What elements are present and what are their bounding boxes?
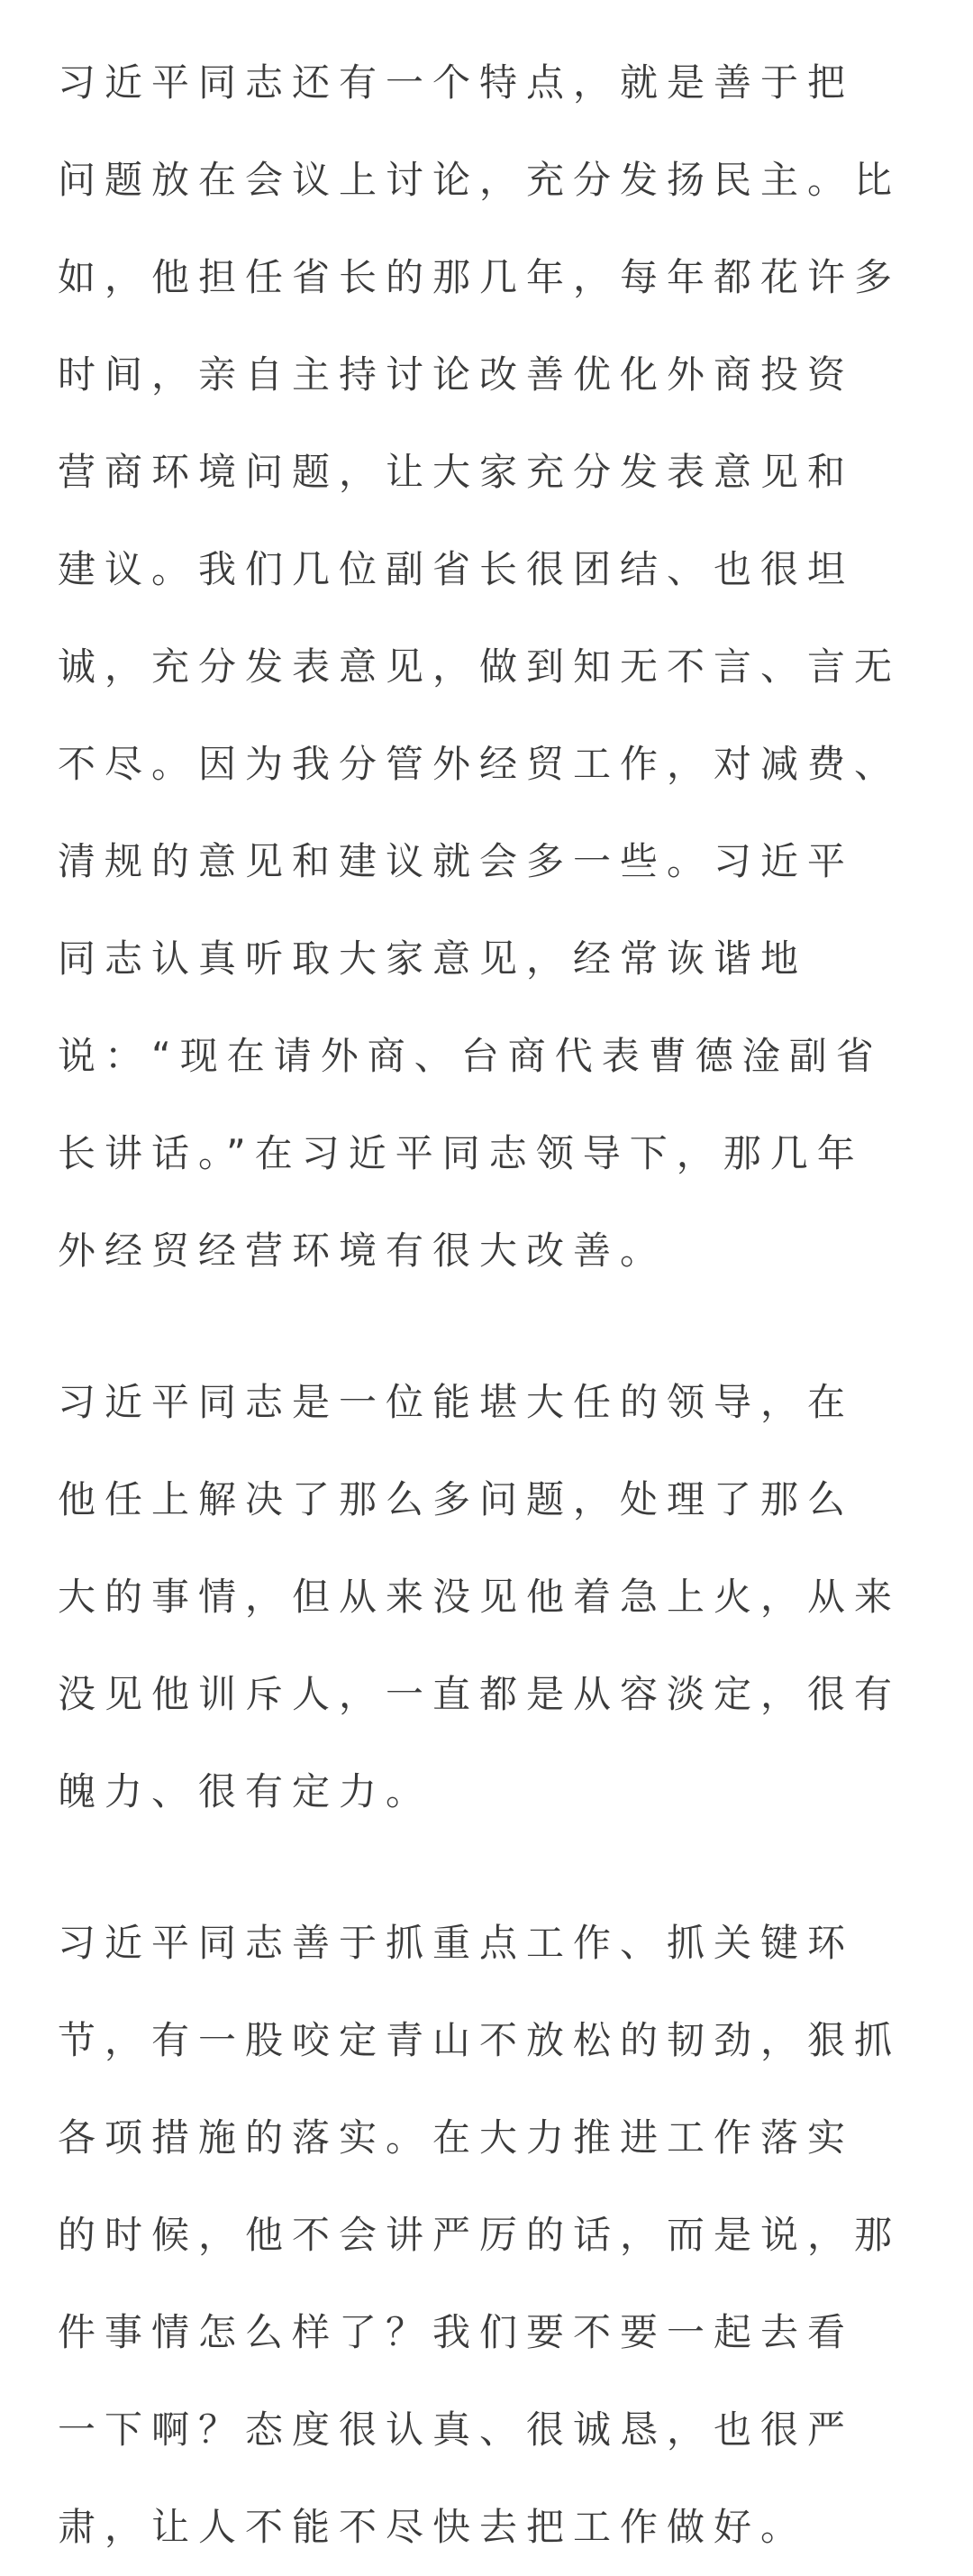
paragraph-line: 同志认真听取大家意见，经常诙谐地 <box>58 936 808 981</box>
paragraph-line: 如，他担任省长的那几年，每年都花许多 <box>58 255 902 299</box>
paragraph-2 <box>58 1354 915 1841</box>
paragraph-line: 问题放在会议上讨论，充分发扬民主。比 <box>58 158 902 202</box>
paragraph-line: 习近平同志是一位能堪大任的领导，在 <box>58 1380 855 1424</box>
paragraph-line: 说：“现在请外商、台商代表曹德淦副省 <box>58 1034 883 1078</box>
paragraph-3 <box>58 1895 915 2576</box>
paragraph-line: 清规的意见和建议就会多一些。习近平 <box>58 839 855 883</box>
paragraph-1 <box>58 34 915 1300</box>
paragraph-line: 习近平同志还有一个特点，就是善于把 <box>58 60 855 105</box>
paragraph-line: 时间，亲自主持讨论改善优化外商投资 <box>58 352 855 397</box>
paragraph-line: 没见他训斥人，一直都是从容淡定，很有 <box>58 1672 902 1716</box>
paragraph-line: 各项措施的落实。在大力推进工作落实 <box>58 2115 855 2160</box>
paragraph-spacer <box>58 1841 915 1895</box>
paragraph-line: 营商环境问题，让大家充分发表意见和 <box>58 450 855 494</box>
paragraph-line: 肃，让人不能不尽快去把工作做好。 <box>58 2505 808 2549</box>
paragraph-line: 他任上解决了那么多问题，处理了那么 <box>58 1477 855 1521</box>
paragraph-line: 魄力、很有定力。 <box>58 1769 433 1813</box>
paragraph-line: 大的事情，但从来没见他着急上火，从来 <box>58 1575 902 1619</box>
paragraph-line: 节，有一股咬定青山不放松的韧劲，狠抓 <box>58 2018 902 2062</box>
article-body <box>58 34 915 2576</box>
paragraph-line: 的时候，他不会讲严厉的话，而是说，那 <box>58 2213 902 2257</box>
paragraph-line: 诚，充分发表意见，做到知无不言、言无 <box>58 644 902 689</box>
paragraph-line: 长讲话。”在习近平同志领导下，那几年 <box>58 1131 864 1175</box>
paragraph-line: 件事情怎么样了？我们要不要一起去看 <box>58 2310 855 2354</box>
paragraph-spacer <box>58 1300 915 1354</box>
paragraph-line: 不尽。因为我分管外经贸工作，对减费、 <box>58 742 902 786</box>
paragraph-line: 习近平同志善于抓重点工作、抓关键环 <box>58 1921 855 1965</box>
paragraph-line: 一下啊？态度很认真、很诚恳，也很严 <box>58 2407 855 2452</box>
paragraph-line: 外经贸经营环境有很大改善。 <box>58 1229 668 1273</box>
paragraph-line: 建议。我们几位副省长很团结、也很坦 <box>58 547 855 591</box>
